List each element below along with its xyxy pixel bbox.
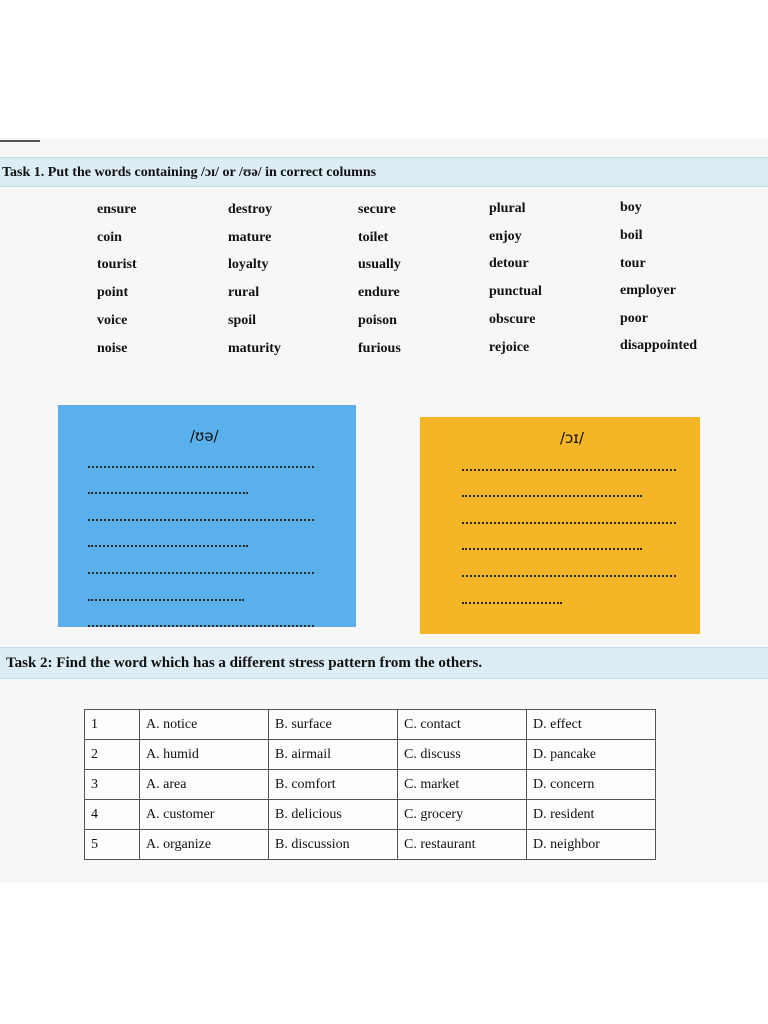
option-b[interactable]: B. delicious: [269, 800, 398, 830]
word-cell: furious: [358, 341, 401, 356]
answer-line[interactable]: [88, 572, 314, 574]
option-a[interactable]: A. notice: [140, 710, 269, 740]
option-c[interactable]: C. restaurant: [398, 830, 527, 860]
word-cell: endure: [358, 285, 400, 300]
answer-line[interactable]: [88, 599, 244, 601]
word-cell: coin: [97, 230, 122, 245]
table-row: [85, 710, 656, 740]
word-cell: poison: [358, 313, 397, 328]
answer-line[interactable]: [88, 519, 314, 521]
option-a[interactable]: A. area: [140, 770, 269, 800]
word-cell: boy: [620, 200, 642, 215]
word-cell: detour: [489, 256, 529, 271]
answer-line[interactable]: [462, 575, 676, 577]
table-row: [85, 830, 656, 860]
option-b[interactable]: B. discussion: [269, 830, 398, 860]
word-cell: spoil: [228, 313, 257, 328]
question-number: 4: [85, 800, 140, 830]
top-rule: [0, 140, 40, 142]
word-cell: enjoy: [489, 229, 522, 244]
word-cell: loyalty: [228, 257, 269, 272]
option-a[interactable]: A. organize: [140, 830, 269, 860]
word-cell: tour: [620, 256, 646, 271]
ua-sound-box: [58, 405, 356, 627]
option-d[interactable]: D. pancake: [527, 740, 656, 770]
answer-line[interactable]: [88, 466, 314, 468]
word-cell: destroy: [228, 202, 273, 217]
word-cell: maturity: [228, 341, 281, 356]
task2-title: Task 2: Find the word which has a different stress pattern from the others.: [0, 647, 768, 679]
stress-pattern-table: [84, 709, 656, 860]
option-b[interactable]: B. comfort: [269, 770, 398, 800]
question-number: 1: [85, 710, 140, 740]
word-cell: point: [97, 285, 129, 300]
table-row: [85, 770, 656, 800]
answer-line[interactable]: [462, 602, 562, 604]
word-cell: toilet: [358, 230, 389, 245]
option-a[interactable]: A. customer: [140, 800, 269, 830]
option-a[interactable]: A. humid: [140, 740, 269, 770]
ua-sound-label: /ʊə/: [190, 427, 219, 445]
word-cell: usually: [358, 257, 401, 272]
answer-line[interactable]: [88, 492, 248, 494]
answer-line[interactable]: [462, 548, 642, 550]
word-cell: poor: [620, 311, 648, 326]
answer-line[interactable]: [462, 522, 676, 524]
word-cell: tourist: [97, 257, 137, 272]
word-cell: disappointed: [620, 338, 698, 353]
table-row: [85, 740, 656, 770]
question-number: 2: [85, 740, 140, 770]
word-cell: obscure: [489, 312, 536, 327]
word-cell: rejoice: [489, 340, 530, 355]
option-d[interactable]: D. resident: [527, 800, 656, 830]
table-row: [85, 800, 656, 830]
word-cell: employer: [620, 283, 676, 298]
word-cell: secure: [358, 202, 396, 217]
question-number: 5: [85, 830, 140, 860]
oi-sound-box: [420, 417, 700, 634]
option-d[interactable]: D. concern: [527, 770, 656, 800]
option-c[interactable]: C. discuss: [398, 740, 527, 770]
word-cell: rural: [228, 285, 260, 300]
option-c[interactable]: C. market: [398, 770, 527, 800]
option-c[interactable]: C. grocery: [398, 800, 527, 830]
answer-line[interactable]: [462, 495, 642, 497]
word-cell: boil: [620, 228, 643, 243]
word-grid: [0, 196, 768, 366]
option-d[interactable]: D. neighbor: [527, 830, 656, 860]
word-cell: punctual: [489, 284, 542, 299]
word-cell: ensure: [97, 202, 137, 217]
oi-sound-label: /ɔɪ/: [560, 429, 584, 447]
question-number: 3: [85, 770, 140, 800]
task1-title: Task 1. Put the words containing /ɔɪ/ or /ʊə/ in correct columns: [0, 157, 768, 187]
option-d[interactable]: D. effect: [527, 710, 656, 740]
word-cell: mature: [228, 230, 272, 245]
word-cell: voice: [97, 313, 128, 328]
answer-line[interactable]: [88, 545, 248, 547]
option-c[interactable]: C. contact: [398, 710, 527, 740]
option-b[interactable]: B. airmail: [269, 740, 398, 770]
option-b[interactable]: B. surface: [269, 710, 398, 740]
word-cell: noise: [97, 341, 128, 356]
word-cell: plural: [489, 201, 526, 216]
answer-line[interactable]: [88, 625, 314, 627]
answer-line[interactable]: [462, 469, 676, 471]
